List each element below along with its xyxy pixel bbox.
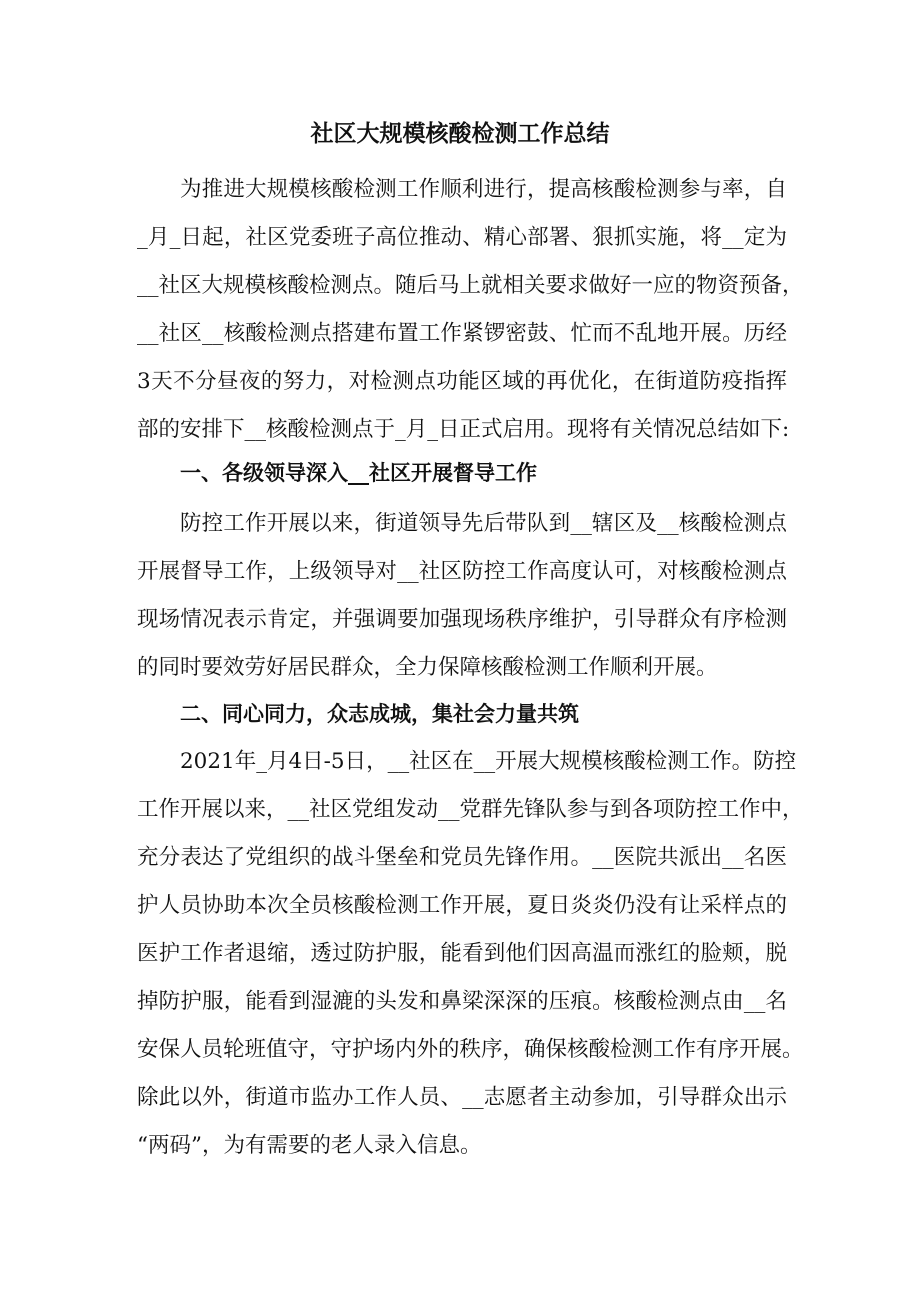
paragraph-line: 安保人员轮班值守，守护场内外的秩序，确保核酸检测工作有序开展。 — [137, 1037, 804, 1062]
paragraph-line: 除此以外，街道市监办工作人员、__志愿者主动参加，引导群众出示 — [137, 1085, 787, 1110]
paragraph-line: __社区大规模核酸检测点。随后马上就相关要求做好一应的物资预备， — [137, 273, 804, 298]
paragraph-line: 工作开展以来，__社区党组发动__党群先锋队参与到各项防控工作中， — [137, 797, 804, 822]
paragraph-line: 护人员协助本次全员核酸检测工作开展，夏日炎炎仍没有让采样点的 — [137, 893, 787, 918]
paragraph-line: 现场情况表示肯定，并强调要加强现场秩序维护，引导群众有序检测 — [137, 607, 787, 632]
paragraph-line: __社区__核酸检测点搭建布置工作紧锣密鼓、忙而不乱地开展。历经 — [137, 321, 787, 346]
document-title: 社区大规模核酸检测工作总结 — [310, 121, 610, 147]
paragraph-line: 部的安排下__核酸检测点于_月_日正式启用。现将有关情况总结如下: — [137, 417, 790, 442]
paragraph-line: 防控工作开展以来，街道领导先后带队到__辖区及__核酸检测点 — [180, 511, 787, 536]
paragraph-line: “两码”，为有需要的老人录入信息。 — [137, 1133, 482, 1158]
section-heading-2: 二、同心同力，众志成城，集社会力量共筑 — [180, 702, 579, 726]
paragraph-line: 3天不分昼夜的努力，对检测点功能区域的再优化，在街道防疫指挥 — [137, 369, 787, 394]
section-2-paragraph — [137, 738, 804, 1170]
paragraph-line: 2021年_月4日-5日，__社区在__开展大规模核酸检测工作。防控 — [180, 749, 797, 774]
paragraph-line: 医护工作者退缩，透过防护服，能看到他们因高温而涨红的脸颊，脱 — [137, 941, 787, 966]
paragraph-line: 充分表达了党组织的战斗堡垒和党员先锋作用。__医院共派出__名医 — [137, 845, 787, 870]
section-1-paragraph — [137, 500, 787, 692]
paragraph-line: 掉防护服，能看到湿漉的头发和鼻梁深深的压痕。核酸检测点由__名 — [137, 989, 787, 1014]
paragraph-line: 为推进大规模核酸检测工作顺利进行，提高核酸检测参与率，自 — [180, 177, 787, 202]
paragraph-line: 开展督导工作，上级领导对__社区防控工作高度认可，对核酸检测点 — [137, 559, 787, 584]
intro-paragraph — [137, 166, 804, 454]
section-heading-1: 一、各级领导深入__社区开展督导工作 — [180, 461, 537, 485]
paragraph-line: _月_日起，社区党委班子高位推动、精心部署、狠抓实施，将__定为 — [137, 225, 787, 250]
paragraph-line: 的同时要效劳好居民群众，全力保障核酸检测工作顺利开展。 — [137, 655, 718, 680]
